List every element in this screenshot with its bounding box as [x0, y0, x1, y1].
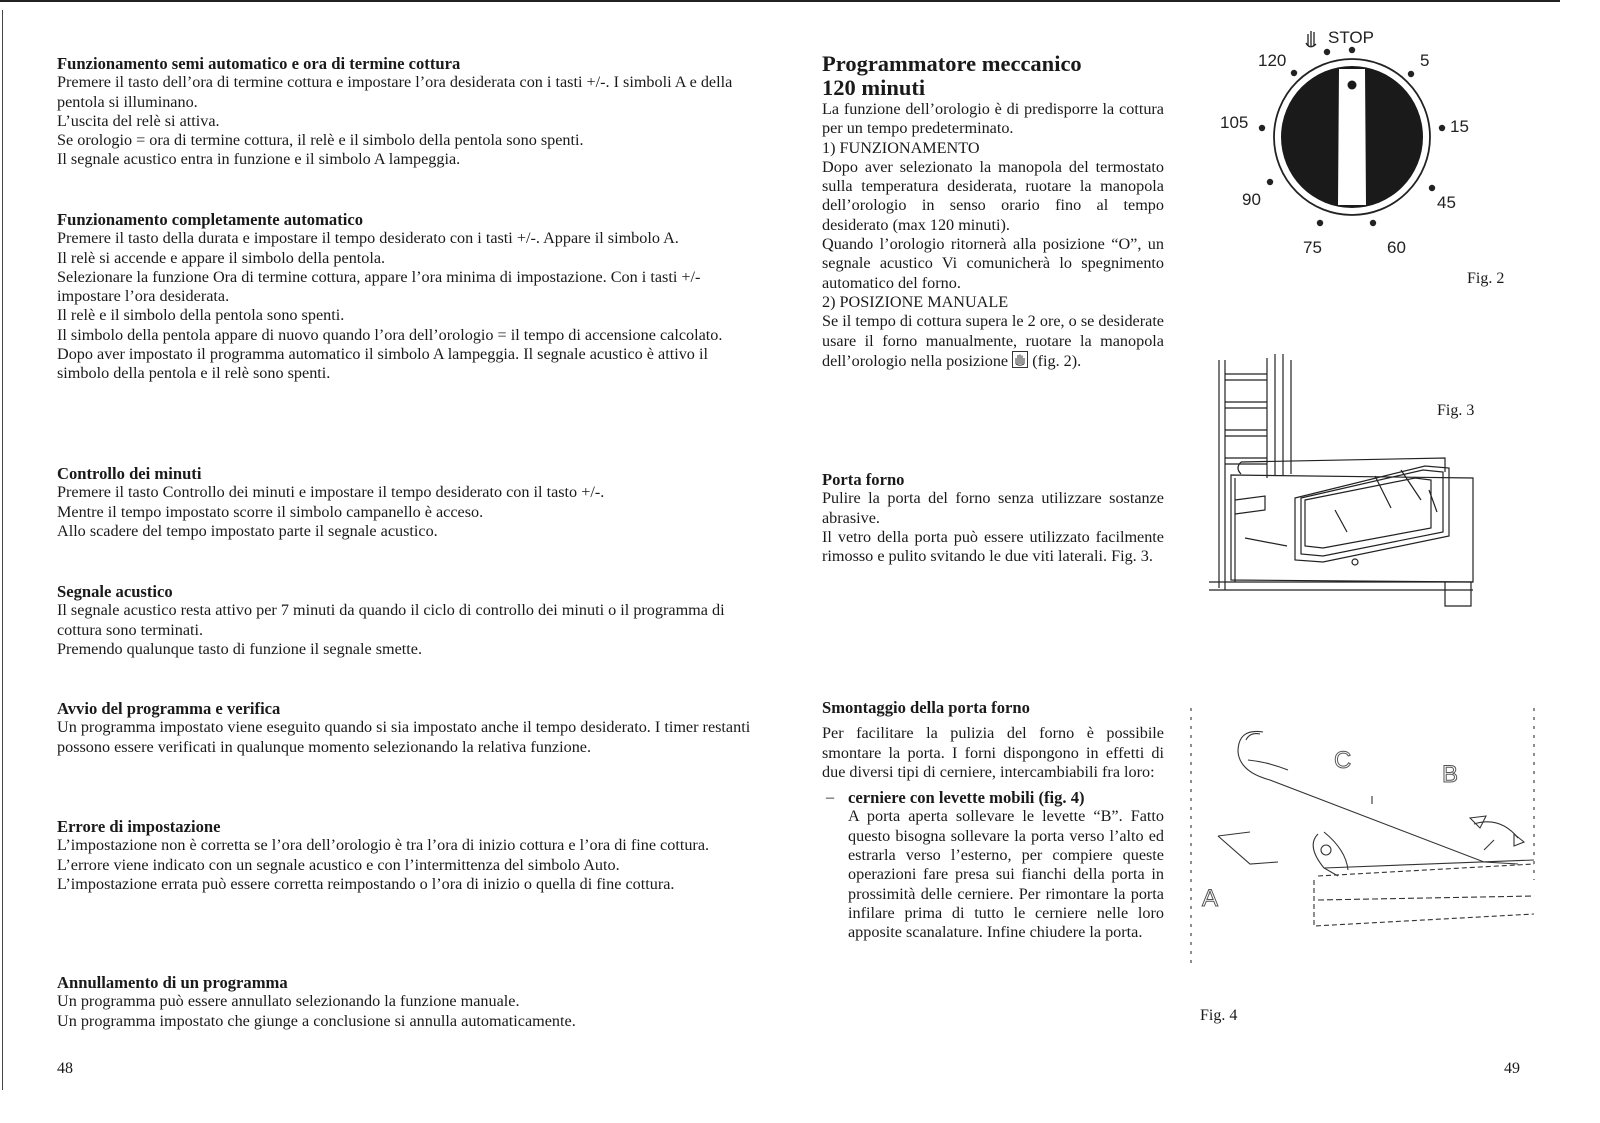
paragraph: Mentre il tempo impostato scorre il simbolo campanello è acceso. [57, 502, 484, 521]
paragraph: Selezionare la funzione Ora di termine cottura, appare l’ora minima di impostazione. Con i tasti +/- impostare l’ora desiderata. [57, 267, 701, 306]
hand-icon [1306, 31, 1316, 47]
section-setting-error [57, 817, 761, 894]
paragraph: La funzione dell’orologio è di predisporre la cottura per un tempo predeterminato. [822, 100, 1164, 138]
paragraph-text: Se il tempo di cottura supera le 2 ore, o se desiderate usare il forno manualmente, ruotare la manopola dell’orologio nella posizione [822, 312, 1164, 370]
bullet-item [822, 788, 1164, 942]
section-program-cancel [57, 973, 761, 1031]
section-heading: Funzionamento semi automatico e ora di termine cottura [57, 54, 461, 73]
dial-knob [1274, 59, 1430, 215]
dial-mark-120: 120 [1258, 51, 1287, 70]
paragraph: Premendo qualunque tasto di funzione il segnale smette. [57, 639, 423, 658]
dial-mark-75: 75 [1303, 238, 1322, 257]
hand-icon [1012, 351, 1028, 368]
paragraph: L’impostazione errata può essere corretta reimpostando o l’ora di inizio o quella di fine cottura. [57, 874, 675, 893]
section-title: 120 minuti [822, 75, 926, 100]
section-mechanical-programmer [822, 52, 1164, 371]
paragraph [822, 312, 1164, 371]
section-minute-control [57, 464, 761, 541]
section-door-removal [822, 698, 1164, 943]
paragraph: Premere il tasto della durata e impostare il tempo desiderato con i tasti +/-. Appare il simbolo A. [57, 229, 679, 248]
hinge-figure [1188, 700, 1540, 975]
paragraph: Pulire la porta del forno senza utilizzare sostanze abrasive. [822, 489, 1164, 527]
section-heading: Porta forno [822, 470, 905, 489]
section-heading: Segnale acustico [57, 582, 173, 601]
bullet-marker: – [826, 788, 835, 807]
paragraph: L’uscita del relè si attiva. [57, 111, 220, 130]
dial-mark-60: 60 [1387, 238, 1406, 257]
dial-mark-15: 15 [1450, 117, 1469, 136]
paragraph: Il relè si accende e appare il simbolo della pentola. [57, 248, 386, 267]
paragraph: Premere il tasto Controllo dei minuti e impostare il tempo desiderato con il tasto +/-. [57, 483, 605, 502]
section-heading: Errore di impostazione [57, 817, 221, 836]
section-heading: Funzionamento completamente automatico [57, 210, 364, 229]
oven-door-figure [1205, 350, 1495, 630]
fig4-letter-b: B [1442, 761, 1459, 788]
section-program-start [57, 699, 761, 757]
section-fully-automatic [57, 210, 761, 384]
paragraph: Allo scadere del tempo impostato parte il segnale acustico. [57, 521, 438, 540]
fig4-letter-c: C [1334, 747, 1352, 774]
dial-mark-45: 45 [1437, 193, 1456, 212]
paragraph: Dopo aver impostato il programma automatico il simbolo A lampeggia. Il segnale acustico è attivo il simbolo della pentola e il relè sono spenti. [57, 345, 708, 383]
numbered-heading: 2) POSIZIONE MANUALE [822, 292, 1009, 311]
fig4-label: Fig. 4 [1200, 1007, 1238, 1024]
paragraph: A porta aperta sollevare le levette “B”. Fatto questo bisogna sollevare la porta verso l’alto ed estrarla verso l’esterno, per compiere queste operazioni fare presa sui fianchi della porta in prossimità delle cerniere. Per rimontare la porta infilare prima di tutto le cerniere nelle loro apposite scanalature. Infine chiudere la porta. [848, 807, 1164, 942]
fig3-label: Fig. 3 [1437, 402, 1475, 419]
section-acoustic-signal [57, 582, 761, 659]
paragraph: Dopo aver selezionato la manopola del termostato sulla temperatura desiderata, ruotare la manopola dell’orologio in senso orario fino al tempo desiderato (max 120 minuti). [822, 157, 1164, 234]
timer-dial-figure [1210, 22, 1510, 262]
dial-stop-label: STOP [1328, 28, 1374, 47]
dial-mark-5: 5 [1420, 51, 1430, 70]
paragraph: Il simbolo della pentola appare di nuovo quando l’ora dell’orologio = il tempo di accensione calcolato. [57, 325, 723, 344]
paragraph: Se orologio = ora di termine cottura, il relè e il simbolo della pentola sono spenti. [57, 131, 584, 150]
page-number-right: 49 [1504, 1060, 1520, 1077]
section-oven-door [822, 470, 1164, 566]
spine-line [2, 10, 3, 1090]
paragraph: Il vetro della porta può essere utilizzato facilmente rimosso e pulito svitando le due viti laterali. Fig. 3. [822, 527, 1164, 566]
paragraph: L’errore viene indicato con un segnale acustico e con l’intermittenza del simbolo Auto. [57, 855, 620, 874]
section-heading: Avvio del programma e verifica [57, 699, 281, 718]
paragraph: Il segnale acustico resta attivo per 7 minuti da quando il ciclo di controllo dei minuti o il programma di cottura sono terminati. [57, 601, 725, 639]
section-heading: Annullamento di un programma [57, 973, 288, 992]
page-number-left: 48 [57, 1060, 73, 1077]
dial-mark-105: 105 [1220, 113, 1249, 132]
numbered-heading: 1) FUNZIONAMENTO [822, 138, 980, 157]
paragraph: Un programma impostato viene eseguito quando si sia impostato anche il tempo desiderato. I timer restanti possono essere verificati in qualunque momento selezionando la relativa funzione. [57, 718, 751, 756]
paragraph: Un programma può essere annullato selezionando la funzione manuale. [57, 992, 520, 1011]
paragraph: Il relè e il simbolo della pentola sono spenti. [57, 306, 345, 325]
paragraph-text: (fig. 2). [1032, 351, 1082, 370]
fig2-label: Fig. 2 [1467, 270, 1505, 287]
section-heading: Controllo dei minuti [57, 464, 202, 483]
dial-mark-90: 90 [1242, 190, 1261, 209]
paragraph: Premere il tasto dell’ora di termine cottura e impostare l’ora desiderata con i tasti +/-. I simboli A e della pentola si illuminano. [57, 73, 733, 111]
paragraph: Per facilitare la pulizia del forno è possibile smontare la porta. I forni dispongono in effetti di due diversi tipi di cerniere, intercambiabili fra loro: [822, 724, 1164, 781]
paragraph: Il segnale acustico entra in funzione e il simbolo A lampeggia. [57, 150, 461, 169]
paragraph: Quando l’orologio ritornerà alla posizione “O”, un segnale acustico Vi comunicherà lo spegnimento automatico del forno. [822, 235, 1164, 292]
section-semi-automatic [57, 54, 761, 170]
section-heading: Smontaggio della porta forno [822, 698, 1030, 717]
top-rule [0, 0, 1560, 2]
section-title: Programmatore meccanico [822, 51, 1082, 76]
paragraph: Un programma impostato che giunge a conclusione si annulla automaticamente. [57, 1011, 576, 1030]
bullet-heading: cerniere con levette mobili (fig. 4) [848, 788, 1085, 808]
fig4-letter-a: A [1202, 885, 1219, 912]
paragraph: L’impostazione non è corretta se l’ora dell’orologio è tra l’ora di inizio cottura e l’ora di fine cottura. [57, 836, 710, 855]
